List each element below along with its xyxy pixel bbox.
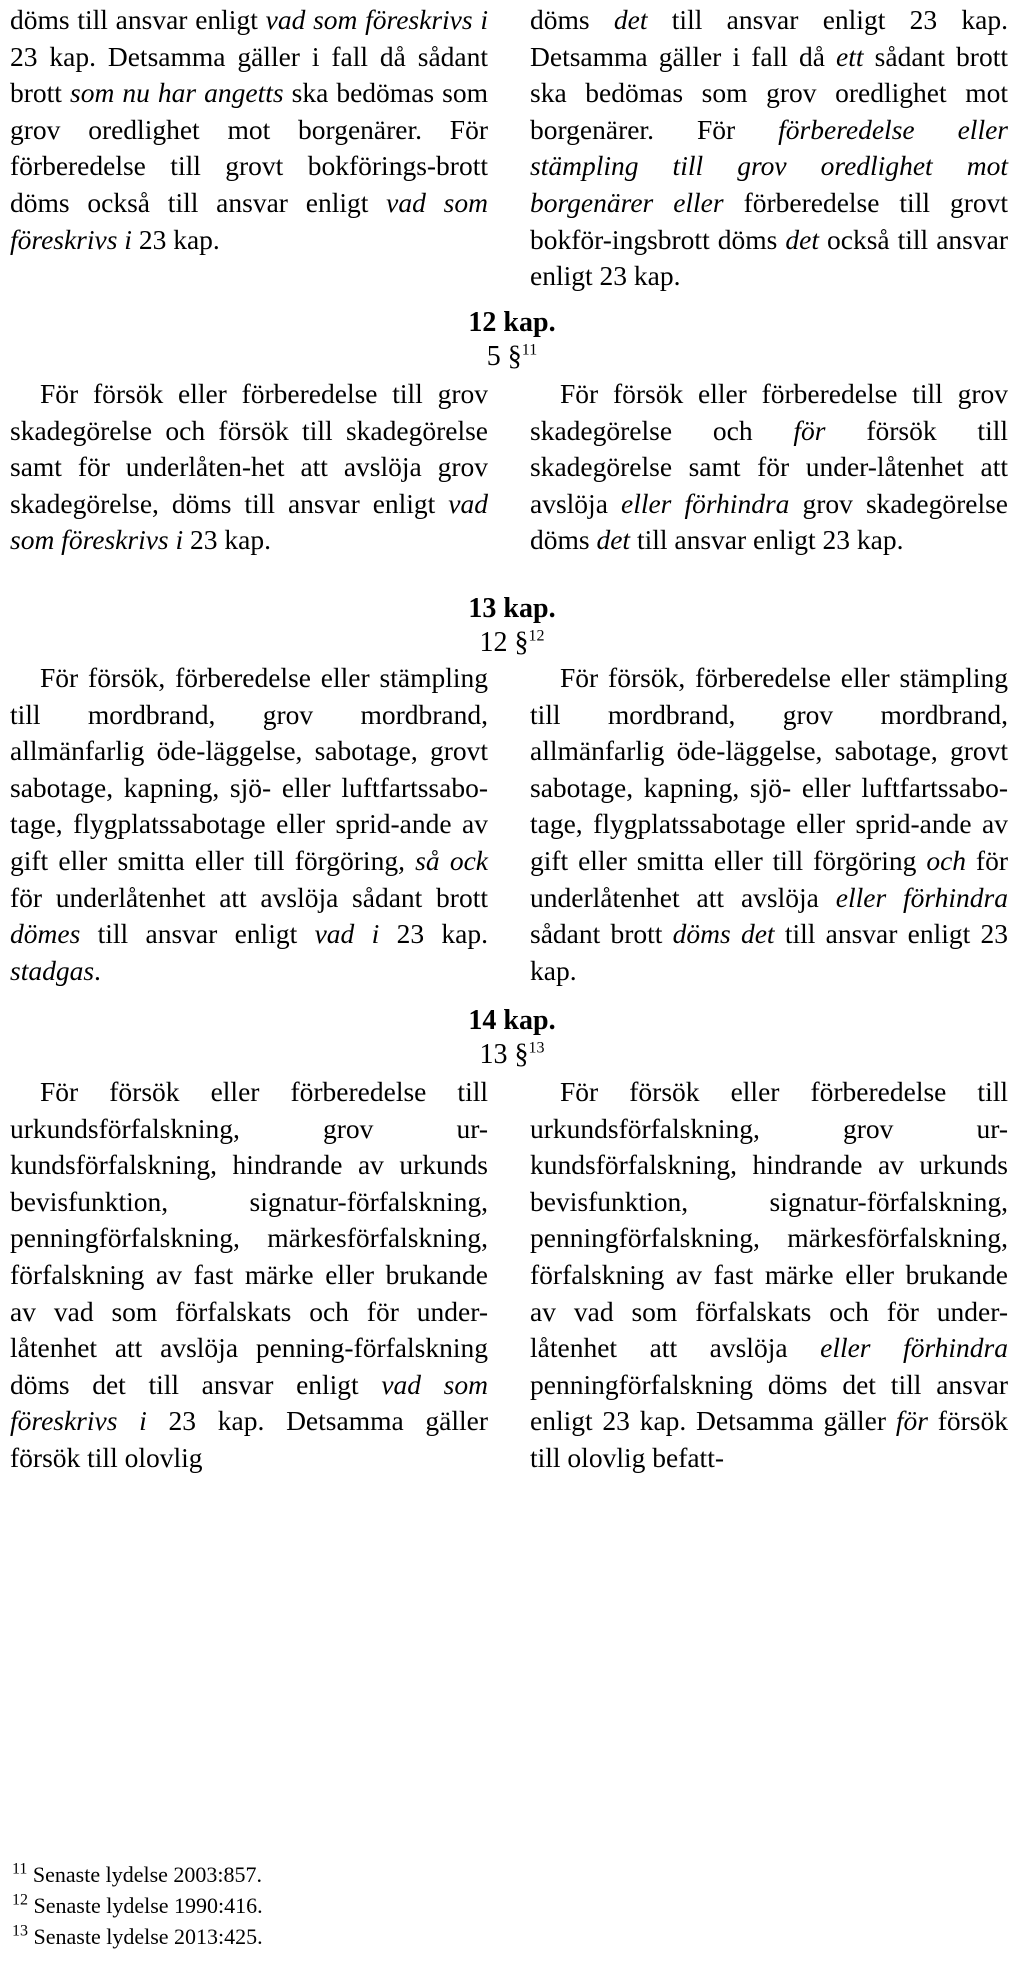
section-14-right-text: För försök eller förberedelse till urkundsförfalskning, grov ur-kundsförfalskning, hindrande av urkunds bevisfunktion, signatur-förfalskning, penningförfalskning, märkesförfalskning, förfalskning av fast märke eller brukande av vad som förfalskats och för under-låtenhet att avslöja eller förhindra penningförfalskning döms det till ansvar enligt 23 kap. Detsamma gäller för försök till olovlig befatt- [530, 1076, 1008, 1473]
footnote-ref: 13 [528, 1039, 545, 1057]
footnote-ref: 12 [528, 627, 545, 645]
chapter-heading: 12 kap. [468, 307, 556, 338]
section-12-left-text: För försök eller förberedelse till grov skadegörelse och försök till skadegörelse samt för underlåten-het att avslöja grov skadegörelse, döms till ansvar enligt vad som föreskrivs i 23 kap. [10, 378, 488, 556]
footnote: $^{12}$ Senaste lydelse 1990:416. [12, 1891, 263, 1918]
chapter-heading: 14 kap. [468, 1005, 556, 1036]
section-13-right-text: För försök, förberedelse eller stämpling till mordbrand, grov mordbrand, allmänfarlig öde-läggelse, sabotage, grovt sabotage, kapning, sjö- eller luftfartssabo-tage, flygplatssabotage eller sprid-ande av gift eller smitta eller till förgöring och för underlåtenhet att avslöja eller förhindra sådant brott döms det till ansvar enligt 23 kap. [530, 662, 1008, 986]
section-14-left-text: För försök eller förberedelse till urkundsförfalskning, grov ur-kundsförfalskning, hindrande av urkunds bevisfunktion, signatur-förfalskning, penningförfalskning, märkesförfalskning, förfalskning av fast märke eller brukande av vad som förfalskats och för under-låtenhet att avslöja penning-förfalskning döms det till ansvar enligt vad som föreskrivs i 23 kap. Detsamma gäller försök till olovlig [10, 1076, 489, 1473]
paragraph-heading: 12 §$^{12}$ [479, 627, 545, 658]
top-right-text: döms det till ansvar enligt 23 kap. Detsamma gäller i fall då ett sådant brott ska bedömas som grov oredlighet mot borgenärer. För förberedelse eller stämpling till grov oredlighet mot borgenärer eller förberedelse till grovt bokför-ingsbrott döms det också till ansvar enligt 23 kap. [530, 4, 1008, 292]
section-14-right-column [530, 1074, 1008, 1477]
section-13-left-text: För försök, förberedelse eller stämpling till mordbrand, grov mordbrand, allmänfarlig öde-läggelse, sabotage, grovt sabotage, kapning, sjö- eller luftfartssabo-tage, flygplatssabotage eller sprid-ande av gift eller smitta eller till förgöring, så ock för underlåtenhet att avslöja sådant brott dömes till ansvar enligt vad i 23 kap. stadgas. [10, 662, 488, 986]
section-14-left-column [10, 1074, 488, 1477]
paragraph-heading: 13 §$^{13}$ [479, 1039, 545, 1070]
chapter-heading: 13 kap. [468, 593, 556, 624]
section-12-right-column [530, 376, 1008, 559]
top-right-column [530, 2, 1008, 295]
section-heading-14 [0, 1004, 1024, 1072]
footnote: $^{13}$ Senaste lydelse 2013:425. [12, 1922, 263, 1949]
footnotes [12, 1859, 263, 1952]
footnote-ref: 11 [521, 341, 538, 359]
footnote: $^{11}$ Senaste lydelse 2003:857. [12, 1860, 263, 1887]
section-heading-13 [0, 592, 1024, 660]
top-left-column [10, 2, 488, 258]
top-left-text: döms till ansvar enligt vad som föreskrivs i 23 kap. Detsamma gäller i fall då sådant brott som nu har angetts ska bedömas som grov oredlighet mot borgenärer. För förberedelse till grovt bokförings-brott döms också till ansvar enligt vad som föreskrivs i 23 kap. [10, 4, 488, 255]
section-13-left-column [10, 660, 488, 989]
section-heading-12 [0, 306, 1024, 374]
section-12-left-column [10, 376, 488, 559]
paragraph-heading: 5 §$^{11}$ [486, 341, 538, 372]
section-12-right-text: För försök eller förberedelse till grov skadegörelse och för försök till skadegörelse samt för under-låtenhet att avslöja eller förhindra grov skadegörelse döms det till ansvar enligt 23 kap. [530, 378, 1008, 556]
section-13-right-column [530, 660, 1008, 989]
